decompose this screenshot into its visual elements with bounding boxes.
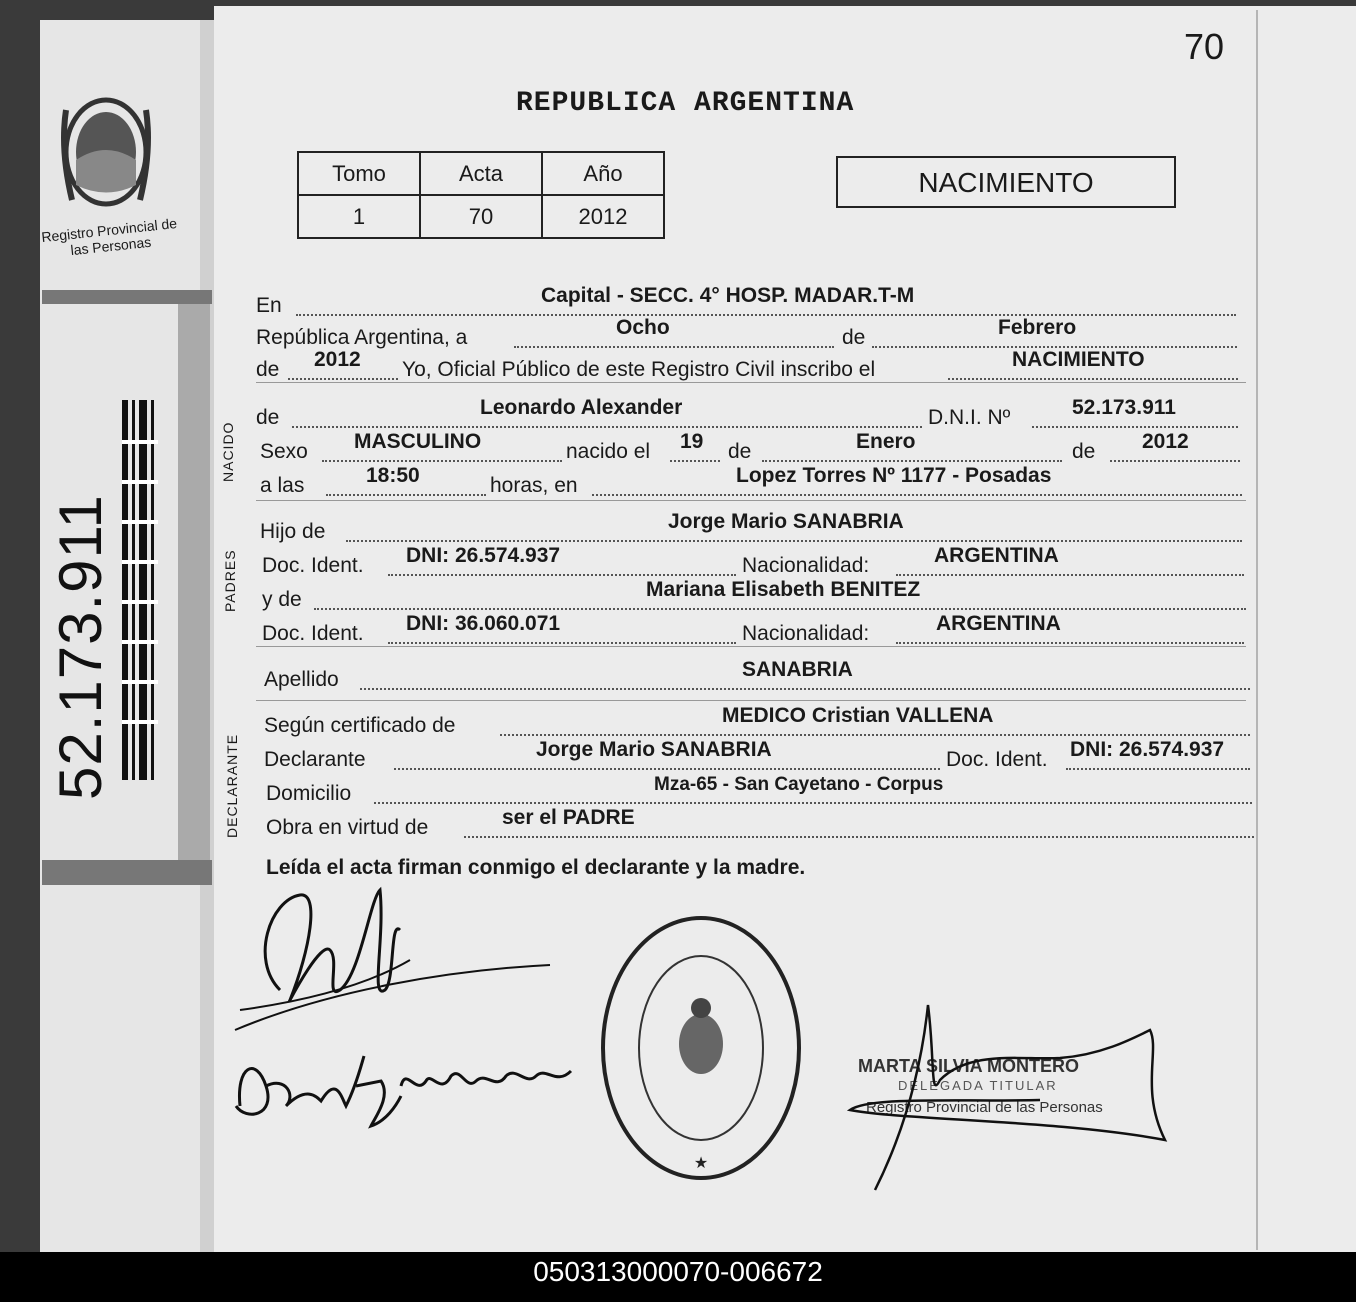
mother-doc-row [256,612,1246,644]
republica-label: República Argentina, a [256,326,468,349]
en-label: En [256,294,282,317]
de2-label: de [256,358,280,381]
event-value: NACIMIENTO [1012,348,1145,371]
father-row [256,510,1246,542]
father-doc-label: Doc. Ident. [262,554,364,577]
place-value: Capital - SECC. 4° HOSP. MADAR.T-M [541,284,915,307]
nacido-label: nacido el [566,440,651,463]
father-nat-label: Nacionalidad: [742,554,870,577]
de-label-month: de [1072,440,1096,463]
sex-row [256,430,1246,462]
birth-time: 18:50 [366,464,420,487]
page-number: 70 [1184,26,1225,67]
registry-stamp [596,908,806,1194]
domicilio-label: Domicilio [266,782,352,805]
registry-value-row [298,195,664,238]
day-value: Ocho [616,316,670,339]
declarant-row [256,738,1256,770]
obra-label: Obra en virtud de [266,816,429,839]
month-value: Febrero [998,316,1077,339]
birth-place: Lopez Torres Nº 1177 - Posadas [736,464,1052,487]
reason-value: ser el PADRE [502,806,635,829]
act-type-box: NACIMIENTO [836,156,1176,208]
surname-value: SANABRIA [742,658,853,681]
reason-row [256,806,1256,838]
closing-statement: Leída el acta firman conmigo el declarante y la madre. [266,856,806,879]
provincial-emblem-icon [56,90,156,220]
mother-name: Mariana Elisabeth BENITEZ [646,578,921,601]
address-row [256,772,1256,804]
tomo-value: 1 [298,195,420,238]
ano-header: Año [542,152,664,195]
de-label-day: de [728,440,752,463]
sexo-label: Sexo [260,440,308,463]
sexo-value: MASCULINO [354,430,482,453]
registry-table [297,151,665,239]
date-row [256,316,1246,348]
cert-label: Según certificado de [264,714,456,737]
dni-label: D.N.I. Nº [928,406,1011,429]
name-row [256,396,1246,428]
father-doc: DNI: 26.574.937 [406,544,561,567]
page-title: REPUBLICA ARGENTINA [516,88,855,119]
birth-month: Enero [856,430,916,453]
yde-label: y de [262,588,302,611]
apellido-label: Apellido [264,668,339,691]
registry-header-row [298,152,664,195]
document-code: 050313000070-006672 [533,1256,823,1287]
page-edge [1256,10,1258,1250]
declarante-label: Declarante [264,748,366,771]
nacido-section-label: NACIDO [220,421,236,482]
horas-label: horas, en [490,474,578,497]
hijo-label: Hijo de [260,520,326,543]
yo-text: Yo, Oficial Público de este Registro Civil inscribo el [402,358,876,381]
mother-nat-label: Nacionalidad: [742,622,870,645]
place-row [256,284,1246,316]
year-value: 2012 [314,348,361,371]
svg-text:MARTA SILVIA MONTERO: MARTA SILVIA MONTERO [858,1056,1079,1076]
birth-year: 2012 [1142,430,1189,453]
padres-section-label: PADRES [222,549,238,612]
ano-value: 2012 [542,195,664,238]
surname-row [256,658,1246,690]
registry-label: Registro Provincial de las Personas [40,214,178,259]
de-label-name: de [256,406,280,429]
cert-value: MEDICO Cristian VALLENA [722,704,994,727]
child-dni: 52.173.911 [1072,396,1176,419]
mother-signature [226,1026,596,1136]
svg-text:DELEGADA TITULAR: DELEGADA TITULAR [898,1078,1058,1093]
father-nationality: ARGENTINA [934,544,1059,567]
father-name: Jorge Mario SANABRIA [668,510,904,533]
father-doc-row [256,544,1246,576]
svg-text:Registro Provincial de las Per: Registro Provincial de las Personas [866,1099,1103,1116]
mother-doc-label: Doc. Ident. [262,622,364,645]
de-label: de [842,326,866,349]
time-row [256,464,1246,496]
mother-row [256,578,1246,610]
acta-header: Acta [420,152,542,195]
mother-doc: DNI: 36.060.071 [406,612,561,635]
declarant-signature [230,880,560,1040]
tomo-header: Tomo [298,152,420,195]
address-value: Mza-65 - San Cayetano - Corpus [654,774,944,795]
id-number-vertical: 52.173.911 [47,494,114,800]
certificate-row [256,704,1256,736]
declarante-section-label: DECLARANTE [224,733,240,838]
year-row [256,348,1246,380]
mother-nationality: ARGENTINA [936,612,1061,635]
official-signature-stamp [840,1000,1170,1196]
a-las-label: a las [260,474,305,497]
birth-day: 19 [680,430,704,453]
acta-value: 70 [420,195,542,238]
declarant-doc: DNI: 26.574.937 [1070,738,1225,761]
declarant-doc-label: Doc. Ident. [946,748,1048,771]
declarant-name: Jorge Mario SANABRIA [536,738,772,761]
svg-text:★: ★ [693,1155,709,1172]
child-name: Leonardo Alexander [480,396,683,419]
